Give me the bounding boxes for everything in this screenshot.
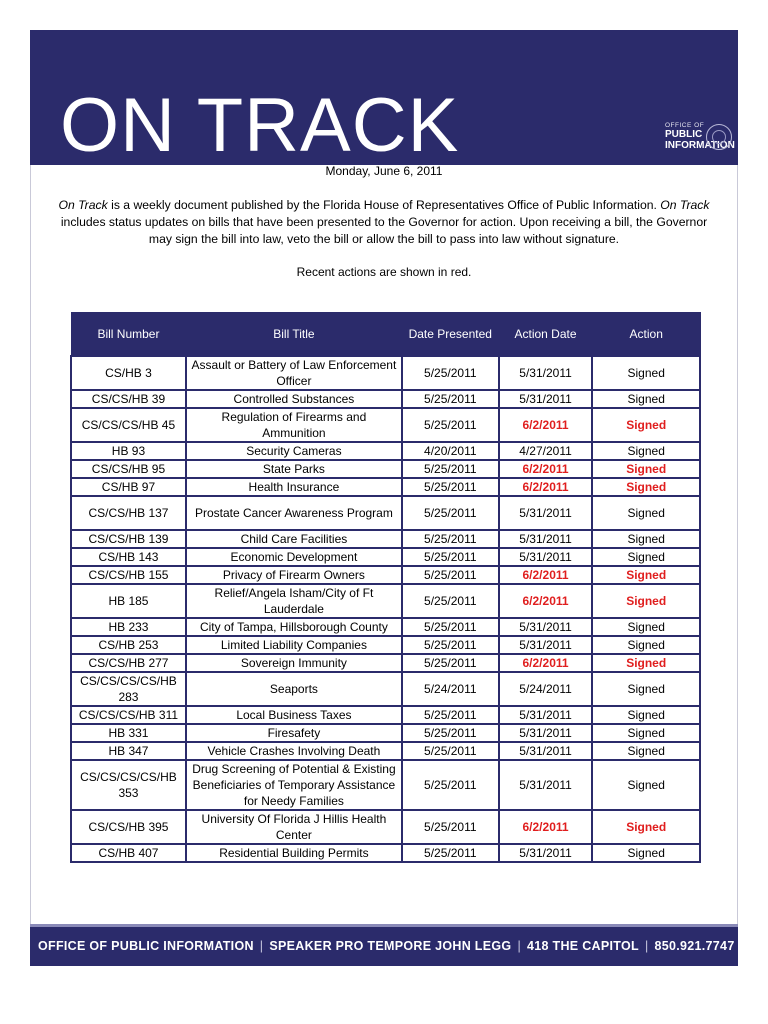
cell-date-presented: 5/25/2011 <box>402 530 499 548</box>
table-row <box>71 760 700 810</box>
cell-date-presented: 5/25/2011 <box>402 566 499 584</box>
cell-action: Signed <box>592 548 700 566</box>
footer-item: 850.921.7747 <box>654 939 735 953</box>
table-row <box>71 548 700 566</box>
cell-bill-number: CS/HB 407 <box>71 844 186 862</box>
cell-bill-title: Vehicle Crashes Involving Death <box>186 742 402 760</box>
publication-date: Monday, June 6, 2011 <box>325 164 443 178</box>
cell-action: Signed <box>592 810 700 844</box>
footer-item: 418 THE CAPITOL <box>527 939 639 953</box>
cell-bill-number: CS/CS/HB 137 <box>71 496 186 530</box>
cell-action-date: 5/31/2011 <box>499 760 593 810</box>
capitol-seal-icon <box>706 124 732 150</box>
footer-separator: | <box>644 939 649 953</box>
cell-bill-number: CS/CS/HB 395 <box>71 810 186 844</box>
cell-action-date: 6/2/2011 <box>499 584 593 618</box>
cell-date-presented: 5/25/2011 <box>402 478 499 496</box>
cell-bill-number: CS/CS/CS/CS/HB 283 <box>71 672 186 706</box>
table-row <box>71 566 700 584</box>
cell-bill-title: City of Tampa, Hillsborough County <box>186 618 402 636</box>
cell-bill-number: CS/CS/HB 139 <box>71 530 186 548</box>
cell-date-presented: 5/25/2011 <box>402 760 499 810</box>
footer-item: OFFICE OF PUBLIC INFORMATION <box>38 939 254 953</box>
table-row <box>71 530 700 548</box>
cell-bill-title: Security Cameras <box>186 442 402 460</box>
table-row <box>71 724 700 742</box>
cell-date-presented: 5/25/2011 <box>402 742 499 760</box>
cell-action: Signed <box>592 460 700 478</box>
cell-bill-number: CS/HB 3 <box>71 356 186 390</box>
recent-actions-note: Recent actions are shown in red. <box>296 265 472 279</box>
cell-action-date: 6/2/2011 <box>499 460 593 478</box>
cell-action: Signed <box>592 530 700 548</box>
cell-bill-number: CS/CS/HB 95 <box>71 460 186 478</box>
cell-action: Signed <box>592 408 700 442</box>
footer-separator: | <box>259 939 264 953</box>
footer-bar <box>30 924 738 966</box>
table-row <box>71 478 700 496</box>
cell-bill-title: Limited Liability Companies <box>186 636 402 654</box>
cell-bill-title: Sovereign Immunity <box>186 654 402 672</box>
cell-action-date: 5/24/2011 <box>499 672 593 706</box>
cell-bill-title: Child Care Facilities <box>186 530 402 548</box>
footer-contact <box>38 939 735 953</box>
cell-action: Signed <box>592 654 700 672</box>
cell-action: Signed <box>592 356 700 390</box>
cell-bill-title: Seaports <box>186 672 402 706</box>
cell-date-presented: 5/24/2011 <box>402 672 499 706</box>
logo-line-2: PUBLIC <box>665 129 703 140</box>
cell-bill-title: Privacy of Firearm Owners <box>186 566 402 584</box>
cell-bill-number: CS/CS/CS/CS/HB 353 <box>71 760 186 810</box>
cell-date-presented: 5/25/2011 <box>402 724 499 742</box>
cell-date-presented: 5/25/2011 <box>402 496 499 530</box>
masthead <box>30 30 738 168</box>
cell-bill-title: Firesafety <box>186 724 402 742</box>
footer-item: SPEAKER PRO TEMPORE JOHN LEGG <box>269 939 512 953</box>
table-row <box>71 706 700 724</box>
cell-action-date: 6/2/2011 <box>499 408 593 442</box>
cell-bill-title: Controlled Substances <box>186 390 402 408</box>
cell-action-date: 6/2/2011 <box>499 566 593 584</box>
cell-date-presented: 5/25/2011 <box>402 356 499 390</box>
cell-bill-title: Drug Screening of Potential & Existing Beneficiaries of Temporary Assistance for Needy Families <box>186 760 402 810</box>
header-bill-title: Bill Title <box>186 313 402 357</box>
table-row <box>71 584 700 618</box>
header-date-presented: Date Presented <box>402 313 499 357</box>
cell-action-date: 5/31/2011 <box>499 530 593 548</box>
cell-bill-title: Economic Development <box>186 548 402 566</box>
cell-bill-number: HB 185 <box>71 584 186 618</box>
cell-action: Signed <box>592 566 700 584</box>
cell-bill-title: Prostate Cancer Awareness Program <box>186 496 402 530</box>
cell-action: Signed <box>592 442 700 460</box>
cell-bill-number: HB 331 <box>71 724 186 742</box>
cell-action-date: 5/31/2011 <box>499 618 593 636</box>
cell-action: Signed <box>592 672 700 706</box>
cell-action-date: 5/31/2011 <box>499 548 593 566</box>
intro-text-2: includes status updates on bills that have been presented to the Governor for action. Upon receiving a bill, the Governor may sign the bill into law, veto the bill or allow the bill to pass into law without signature. <box>60 215 708 246</box>
intro-paragraph <box>48 197 720 248</box>
cell-date-presented: 5/25/2011 <box>402 654 499 672</box>
logo-line-3: INFORMATION <box>665 140 735 151</box>
cell-bill-title: State Parks <box>186 460 402 478</box>
cell-action: Signed <box>592 706 700 724</box>
cell-date-presented: 5/25/2011 <box>402 548 499 566</box>
cell-action-date: 6/2/2011 <box>499 478 593 496</box>
footer-separator: | <box>517 939 521 953</box>
table-row <box>71 654 700 672</box>
cell-bill-number: CS/CS/HB 277 <box>71 654 186 672</box>
cell-bill-number: CS/CS/HB 39 <box>71 390 186 408</box>
cell-action-date: 5/31/2011 <box>499 724 593 742</box>
cell-bill-title: Residential Building Permits <box>186 844 402 862</box>
table-row <box>71 742 700 760</box>
table-row <box>71 460 700 478</box>
cell-bill-number: CS/CS/CS/HB 45 <box>71 408 186 442</box>
cell-bill-number: HB 93 <box>71 442 186 460</box>
cell-date-presented: 5/25/2011 <box>402 636 499 654</box>
header-action: Action <box>592 313 700 357</box>
cell-action-date: 6/2/2011 <box>499 810 593 844</box>
cell-action: Signed <box>592 478 700 496</box>
cell-bill-title: Regulation of Firearms and Ammunition <box>186 408 402 442</box>
cell-bill-title: Assault or Battery of Law Enforcement Officer <box>186 356 402 390</box>
cell-bill-number: CS/HB 253 <box>71 636 186 654</box>
cell-bill-number: CS/CS/HB 155 <box>71 566 186 584</box>
header-action-date: Action Date <box>499 313 593 357</box>
cell-bill-number: CS/HB 97 <box>71 478 186 496</box>
cell-action-date: 5/31/2011 <box>499 844 593 862</box>
cell-action: Signed <box>592 618 700 636</box>
cell-bill-title: Relief/Angela Isham/City of Ft Lauderdale <box>186 584 402 618</box>
cell-action: Signed <box>592 636 700 654</box>
cell-date-presented: 5/25/2011 <box>402 810 499 844</box>
cell-date-presented: 5/25/2011 <box>402 584 499 618</box>
table-row <box>71 496 700 530</box>
cell-action-date: 6/2/2011 <box>499 654 593 672</box>
table-row <box>71 844 700 862</box>
publication-title: ON TRACK <box>60 83 460 168</box>
cell-date-presented: 5/25/2011 <box>402 460 499 478</box>
cell-action-date: 5/31/2011 <box>499 496 593 530</box>
intro-italic-title: On Track <box>58 198 108 212</box>
cell-action-date: 5/31/2011 <box>499 390 593 408</box>
cell-date-presented: 5/25/2011 <box>402 618 499 636</box>
cell-date-presented: 4/20/2011 <box>402 442 499 460</box>
cell-bill-title: Health Insurance <box>186 478 402 496</box>
cell-action-date: 5/31/2011 <box>499 356 593 390</box>
cell-action-date: 4/27/2011 <box>499 442 593 460</box>
cell-bill-title: University Of Florida J Hillis Health Center <box>186 810 402 844</box>
cell-bill-number: HB 347 <box>71 742 186 760</box>
table-body <box>71 356 700 862</box>
cell-bill-number: HB 233 <box>71 618 186 636</box>
cell-action-date: 5/31/2011 <box>499 706 593 724</box>
cell-date-presented: 5/25/2011 <box>402 390 499 408</box>
table-row <box>71 618 700 636</box>
cell-date-presented: 5/25/2011 <box>402 408 499 442</box>
cell-action: Signed <box>592 390 700 408</box>
table-header-row <box>71 313 700 357</box>
table-row <box>71 810 700 844</box>
table-row <box>71 672 700 706</box>
cell-action-date: 5/31/2011 <box>499 636 593 654</box>
cell-date-presented: 5/25/2011 <box>402 706 499 724</box>
cell-action: Signed <box>592 584 700 618</box>
table-row <box>71 356 700 390</box>
bills-table <box>70 312 701 863</box>
office-logo <box>662 122 740 156</box>
cell-date-presented: 5/25/2011 <box>402 844 499 862</box>
table-row <box>71 636 700 654</box>
table-row <box>71 390 700 408</box>
intro-italic-title-2: On Track <box>660 198 710 212</box>
table-row <box>71 408 700 442</box>
logo-line-1: OFFICE OF <box>665 122 705 129</box>
intro-text-1: is a weekly document published by the Florida House of Representatives Office of Public Information. <box>107 198 661 212</box>
cell-action: Signed <box>592 724 700 742</box>
cell-action: Signed <box>592 760 700 810</box>
table-row <box>71 442 700 460</box>
header-bill-number: Bill Number <box>71 313 186 357</box>
cell-action: Signed <box>592 844 700 862</box>
cell-bill-number: CS/CS/CS/HB 311 <box>71 706 186 724</box>
cell-action: Signed <box>592 742 700 760</box>
cell-bill-title: Local Business Taxes <box>186 706 402 724</box>
cell-bill-number: CS/HB 143 <box>71 548 186 566</box>
cell-action: Signed <box>592 496 700 530</box>
cell-action-date: 5/31/2011 <box>499 742 593 760</box>
